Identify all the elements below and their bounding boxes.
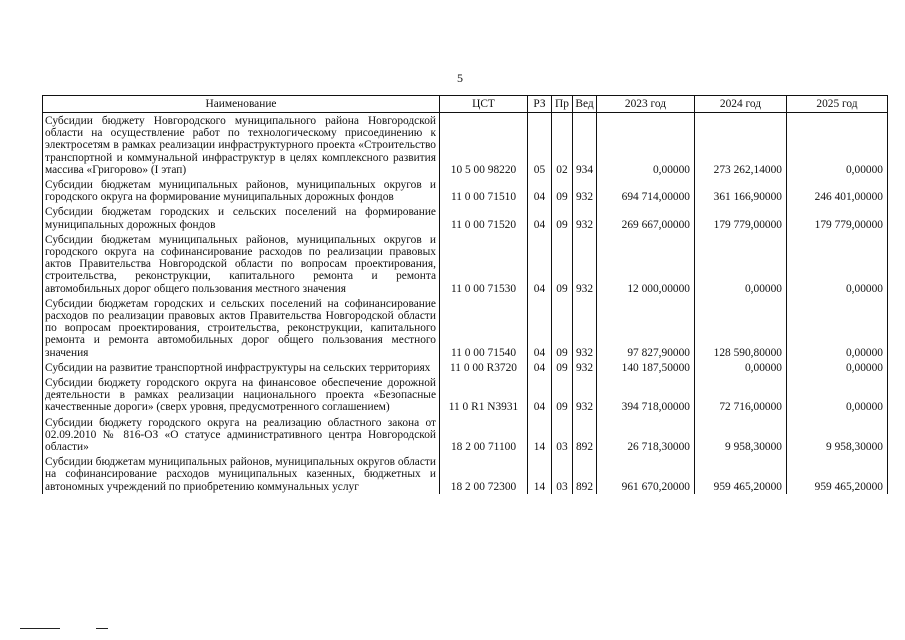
row-rz: 14 (528, 454, 552, 494)
header-2023: 2023 год (597, 96, 695, 113)
row-rz: 04 (528, 232, 552, 296)
row-name: Субсидии бюджетам муниципальных районов, муниципальных округов и городского округа на формирование муниципальных дорожных фондов (43, 177, 440, 204)
row-cst: 18 2 00 71100 (440, 415, 528, 455)
row-pr: 09 (552, 204, 573, 231)
table-body (43, 113, 888, 494)
row-2023: 97 827,90000 (597, 296, 695, 360)
row-rz: 04 (528, 204, 552, 231)
row-rz: 14 (528, 415, 552, 455)
table-header (43, 96, 888, 113)
row-2024: 959 465,20000 (695, 454, 787, 494)
row-pr: 03 (552, 454, 573, 494)
table-row (43, 113, 888, 178)
table-row (43, 415, 888, 455)
row-rz: 04 (528, 296, 552, 360)
row-2024: 0,00000 (695, 360, 787, 375)
row-ved: 932 (573, 375, 597, 415)
table-row (43, 454, 888, 494)
row-ved: 932 (573, 204, 597, 231)
row-cst: 11 0 R1 N3931 (440, 375, 528, 415)
header-rz: РЗ (528, 96, 552, 113)
row-2025: 0,00000 (787, 232, 888, 296)
row-cst: 11 0 00 R3720 (440, 360, 528, 375)
row-name: Субсидии бюджету городского округа на реализацию областного закона от 02.09.2010 № 816-ОЗ «О статусе административного центра Новгородской области» (43, 415, 440, 455)
row-cst: 11 0 00 71510 (440, 177, 528, 204)
row-2024: 72 716,00000 (695, 375, 787, 415)
row-ved: 932 (573, 177, 597, 204)
row-pr: 09 (552, 232, 573, 296)
table-row (43, 204, 888, 231)
row-2024: 9 958,30000 (695, 415, 787, 455)
budget-table (42, 95, 888, 494)
header-2024: 2024 год (695, 96, 787, 113)
header-name: Наименование (43, 96, 440, 113)
row-2024: 0,00000 (695, 232, 787, 296)
row-pr: 02 (552, 113, 573, 178)
row-pr: 09 (552, 360, 573, 375)
row-rz: 04 (528, 375, 552, 415)
header-cst: ЦСТ (440, 96, 528, 113)
row-rz: 04 (528, 360, 552, 375)
header-2025: 2025 год (787, 96, 888, 113)
row-name: Субсидии бюджетам городских и сельских поселений на формирование муниципальных дорожных фондов (43, 204, 440, 231)
row-2023: 12 000,00000 (597, 232, 695, 296)
row-cst: 11 0 00 71540 (440, 296, 528, 360)
row-2024: 179 779,00000 (695, 204, 787, 231)
row-ved: 934 (573, 113, 597, 178)
row-cst: 11 0 00 71520 (440, 204, 528, 231)
header-pr: Пр (552, 96, 573, 113)
page-number: 5 (457, 71, 463, 85)
table-row (43, 375, 888, 415)
row-2025: 0,00000 (787, 375, 888, 415)
row-2025: 0,00000 (787, 296, 888, 360)
row-2023: 140 187,50000 (597, 360, 695, 375)
footer-rule (20, 628, 60, 629)
row-name: Субсидии бюджетам муниципальных районов, муниципальных округов и городского округа на софинансирование расходов по реализации правовых актов Правительства Новгородской области по вопросам проектирования, строительства, реконструкции, капитального ремонта и ремонта автомобильных дорог общего пользования местного значения (43, 232, 440, 296)
row-pr: 03 (552, 415, 573, 455)
row-ved: 932 (573, 360, 597, 375)
table-row (43, 177, 888, 204)
row-cst: 11 0 00 71530 (440, 232, 528, 296)
row-2025: 246 401,00000 (787, 177, 888, 204)
row-pr: 09 (552, 177, 573, 204)
footer-rule-short (96, 628, 108, 629)
row-name: Субсидии на развитие транспортной инфраструктуры на сельских территориях (43, 360, 440, 375)
row-2023: 269 667,00000 (597, 204, 695, 231)
row-pr: 09 (552, 296, 573, 360)
row-2024: 128 590,80000 (695, 296, 787, 360)
row-name: Субсидии бюджету городского округа на финансовое обеспечение дорожной деятельности в рамках реализации национального проекта «Безопасные качественные дороги» (сверх уровня, предусмотренного соглашением) (43, 375, 440, 415)
header-ved: Вед (573, 96, 597, 113)
row-ved: 932 (573, 296, 597, 360)
row-cst: 18 2 00 72300 (440, 454, 528, 494)
row-ved: 892 (573, 415, 597, 455)
table-row (43, 360, 888, 375)
row-2025: 959 465,20000 (787, 454, 888, 494)
row-ved: 892 (573, 454, 597, 494)
row-rz: 04 (528, 177, 552, 204)
row-2025: 179 779,00000 (787, 204, 888, 231)
row-2024: 273 262,14000 (695, 113, 787, 178)
row-2024: 361 166,90000 (695, 177, 787, 204)
row-pr: 09 (552, 375, 573, 415)
row-2023: 394 718,00000 (597, 375, 695, 415)
table-row (43, 296, 888, 360)
row-2025: 0,00000 (787, 113, 888, 178)
table-row (43, 232, 888, 296)
row-name: Субсидии бюджету Новгородского муниципального района Новгородской области на осуществление работ по технологическому присоединению к электросетям в рамках реализации инфраструктурного проекта «Строительство транспортной и коммунальной инфраструктур в целях комплексного развития массива «Григорово» (I этап) (43, 113, 440, 178)
row-2023: 694 714,00000 (597, 177, 695, 204)
row-2023: 26 718,30000 (597, 415, 695, 455)
row-name: Субсидии бюджетам муниципальных районов, муниципальных округов области на софинансирование расходов муниципальных казенных, бюджетных и автономных учреждений по приобретению коммунальных услуг (43, 454, 440, 494)
row-2023: 961 670,20000 (597, 454, 695, 494)
row-2023: 0,00000 (597, 113, 695, 178)
row-rz: 05 (528, 113, 552, 178)
row-2025: 0,00000 (787, 360, 888, 375)
row-ved: 932 (573, 232, 597, 296)
row-name: Субсидии бюджетам городских и сельских поселений на софинансирование расходов по реализации правовых актов Правительства Новгородской области по вопросам проектирования, строительства, реконструкции, капитального ремонта и ремонта автомобильных дорог общего пользования местного значения (43, 296, 440, 360)
row-2025: 9 958,30000 (787, 415, 888, 455)
row-cst: 10 5 00 98220 (440, 113, 528, 178)
